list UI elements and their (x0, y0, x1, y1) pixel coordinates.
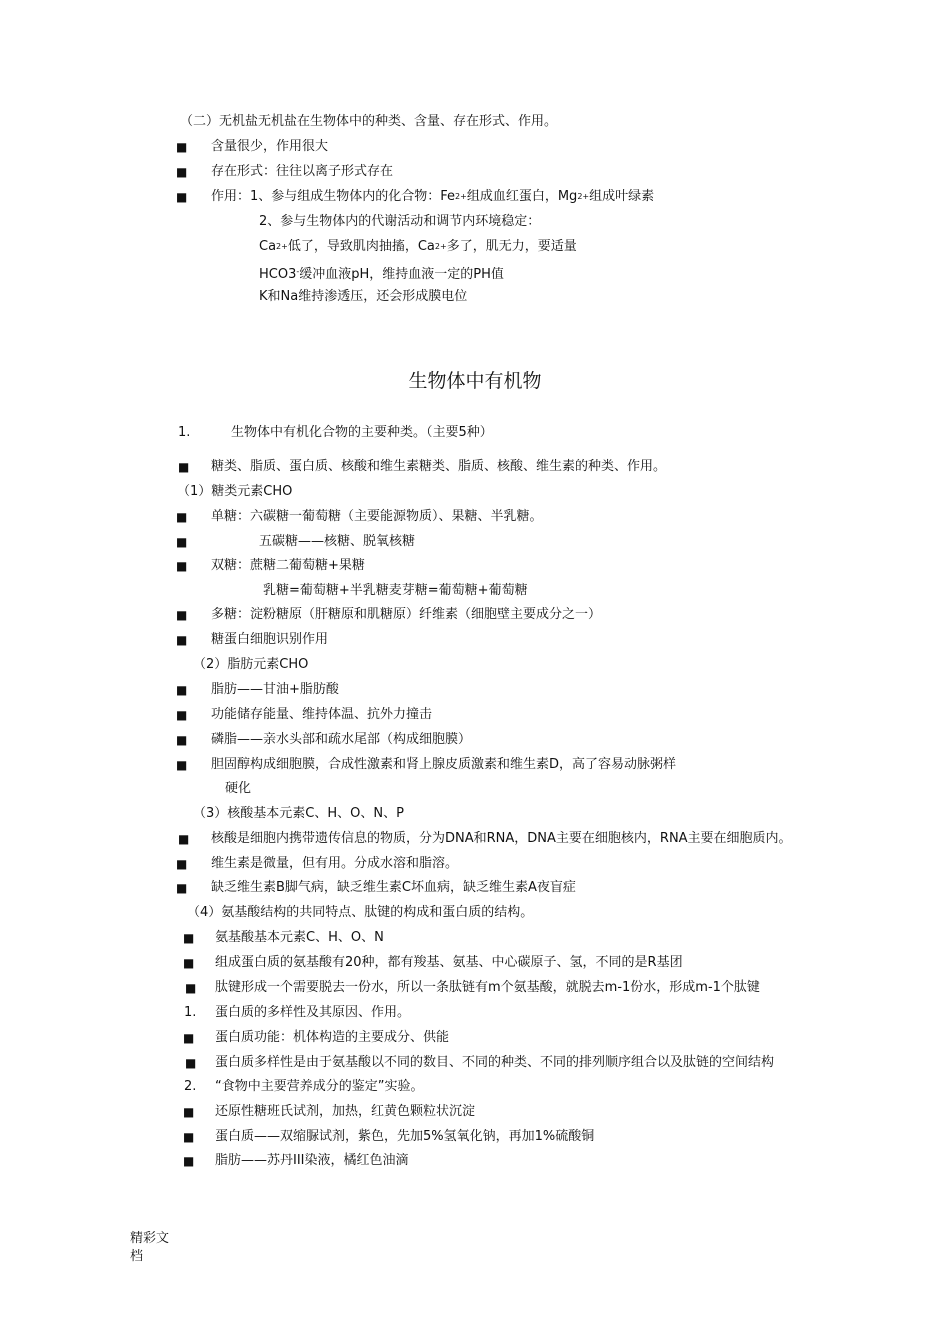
bullet-icon: ■ (176, 857, 188, 871)
bicarbonate-b: 缓冲血液pH，维持血液一定的PH值 (299, 267, 504, 282)
bullet-icon: ■ (178, 832, 190, 846)
bullet-icon: ■ (176, 165, 188, 179)
bullet-icon: ■ (183, 1130, 195, 1144)
form-line: 存在形式：往往以离子形式存在 (211, 164, 394, 179)
bullet-icon: ■ (183, 956, 195, 970)
bullet-icon: ■ (185, 981, 197, 995)
bullet-icon: ■ (183, 1105, 195, 1119)
bullet-icon: ■ (183, 1154, 195, 1168)
protein-diversity-heading: 蛋白质的多样性及其原因、作用。 (215, 1005, 411, 1020)
deficiency-line: 缺乏维生素B脚气病，缺乏维生素C坏血病，缺乏维生素A夜盲症 (211, 880, 576, 895)
bicarbonate-a: HCO3 (259, 267, 297, 282)
bullet-icon: ■ (176, 510, 188, 524)
point1-number: 1. (178, 425, 191, 440)
function-line (211, 188, 654, 206)
protein-variety-line: 蛋白质多样性是由于氨基酸以不同的数目、不同的种类、不同的排列顺序组合以及肽链的空间结构 (215, 1055, 775, 1070)
fe-charge: 2+ (455, 192, 467, 201)
bullet-icon: ■ (176, 758, 188, 772)
potassium-sodium-line: K和Na维持渗透压，还会形成膜电位 (259, 289, 468, 304)
calcium-c: 多了，肌无力，要适量 (446, 239, 577, 254)
bullet-icon: ■ (176, 535, 188, 549)
test-number: 2. (184, 1079, 197, 1094)
bullet-icon: ■ (176, 140, 188, 154)
lipid-heading: （2）脂肪元素CHO (193, 657, 309, 672)
pentose-line: 五碳糖——核糖、脱氧核糖 (259, 534, 416, 549)
function2-line: 2、参与生物体内的代谢活动和调节内环境稳定： (259, 214, 541, 229)
bullet-icon: ■ (176, 733, 188, 747)
protein-test-line: 蛋白质——双缩脲试剂，紫色，先加5%氢氧化钠，再加1%硫酸铜 (215, 1129, 595, 1144)
calcium-line (259, 238, 577, 256)
peptide-line: 肽键形成一个需要脱去一份水，所以一条肽链有m个氨基酸，就脱去m-1份水，形成m-1个肽键 (215, 980, 760, 995)
types-line: 糖类、脂质、蛋白质、核酸和维生素糖类、脂质、核酸、维生素的种类、作用。 (211, 459, 667, 474)
test-heading: “食物中主要营养成分的鉴定”实验。 (215, 1079, 424, 1094)
function-text-a: 作用：1、参与组成生物体内的化合物：Fe (211, 189, 456, 204)
point1-text: 生物体中有机化合物的主要种类。（主要5种） (231, 425, 493, 440)
page-title: 生物体中有机物 (408, 370, 542, 392)
protein-function-line: 蛋白质功能：机体构造的主要成分、供能 (215, 1030, 450, 1045)
phospholipid-line: 磷脂——亲水头部和疏水尾部（构成细胞膜） (211, 732, 472, 747)
amino-elements-line: 氨基酸基本元素C、H、O、N (215, 930, 384, 945)
protein-diversity-number: 1. (184, 1005, 197, 1020)
vitamin-line: 维生素是微量，但有用。分成水溶和脂溶。 (211, 856, 459, 871)
content-line: 含量很少，作用很大 (211, 139, 329, 154)
bullet-icon: ■ (183, 931, 195, 945)
bullet-icon: ■ (185, 1056, 197, 1070)
function-text-b: 组成血红蛋白，Mg (466, 189, 578, 204)
calcium-charge-2: 2+ (434, 242, 447, 251)
calcium-a: Ca (259, 239, 277, 254)
section2-heading: （二）无机盐无机盐在生物体中的种类、含量、存在形式、作用。 (180, 114, 558, 129)
fat-function-line: 功能储存能量、维持体温、抗外力撞击 (211, 707, 433, 722)
function-text-c: 组成叶绿素 (589, 189, 655, 204)
nucleic-heading: （3）核酸基本元素C、H、O、N、P (193, 806, 404, 821)
bullet-icon: ■ (176, 708, 188, 722)
bullet-icon: ■ (183, 1031, 195, 1045)
footer-text: 精彩文档 (130, 1231, 170, 1264)
nucleic-line: 核酸是细胞内携带遗传信息的物质，分为DNA和RNA，DNA主要在细胞核内，RNA主要在细胞质内。 (211, 831, 792, 846)
polysaccharide-line: 多糖：淀粉糖原（肝糖原和肌糖原）纤维素（细胞壁主要成分之一） (211, 607, 602, 622)
bullet-icon: ■ (178, 460, 190, 474)
reducing-sugar-line: 还原性糖班氏试剂，加热，红黄色颗粒状沉淀 (215, 1104, 476, 1119)
cholesterol-line: 胆固醇构成细胞膜，合成性激素和肾上腺皮质激素和维生素D，高了容易动脉粥样 (211, 757, 677, 772)
mg-charge: 2+ (577, 192, 590, 201)
amino-twenty-line: 组成蛋白质的氨基酸有20种，都有羧基、氨基、中心碳原子、氢，不同的是R基团 (215, 955, 683, 970)
sugar-heading: （1）糖类元素CHO (177, 484, 293, 499)
bullet-icon: ■ (176, 683, 188, 697)
disaccharide-line: 双糖：蔗糖二葡萄糖+果糖 (211, 558, 365, 573)
bullet-icon: ■ (176, 559, 188, 573)
bicarbonate-charge: - (296, 267, 300, 276)
bicarbonate-line (259, 263, 504, 284)
glycoprotein-line: 糖蛋白细胞识别作用 (211, 632, 329, 647)
bullet-icon: ■ (176, 881, 188, 895)
bullet-icon: ■ (176, 608, 188, 622)
bullet-icon: ■ (176, 633, 188, 647)
bullet-icon: ■ (176, 190, 188, 204)
calcium-b: 低了，导致肌肉抽搐，Ca (287, 239, 435, 254)
calcium-charge-1: 2+ (276, 242, 288, 251)
fat-line: 脂肪——甘油+脂肪酸 (211, 682, 339, 697)
cholesterol-line-cont: 硬化 (225, 781, 252, 796)
lactose-line: 乳糖=葡萄糖+半乳糖麦芽糖=葡萄糖+葡萄糖 (263, 583, 528, 598)
fat-test-line: 脂肪——苏丹III染液，橘红色油滴 (215, 1153, 409, 1168)
monosaccharide-line: 单糖：六碳糖一葡萄糖（主要能源物质）、果糖、半乳糖。 (211, 509, 543, 524)
amino-heading: （4）氨基酸结构的共同特点、肽键的构成和蛋白质的结构。 (187, 905, 534, 920)
